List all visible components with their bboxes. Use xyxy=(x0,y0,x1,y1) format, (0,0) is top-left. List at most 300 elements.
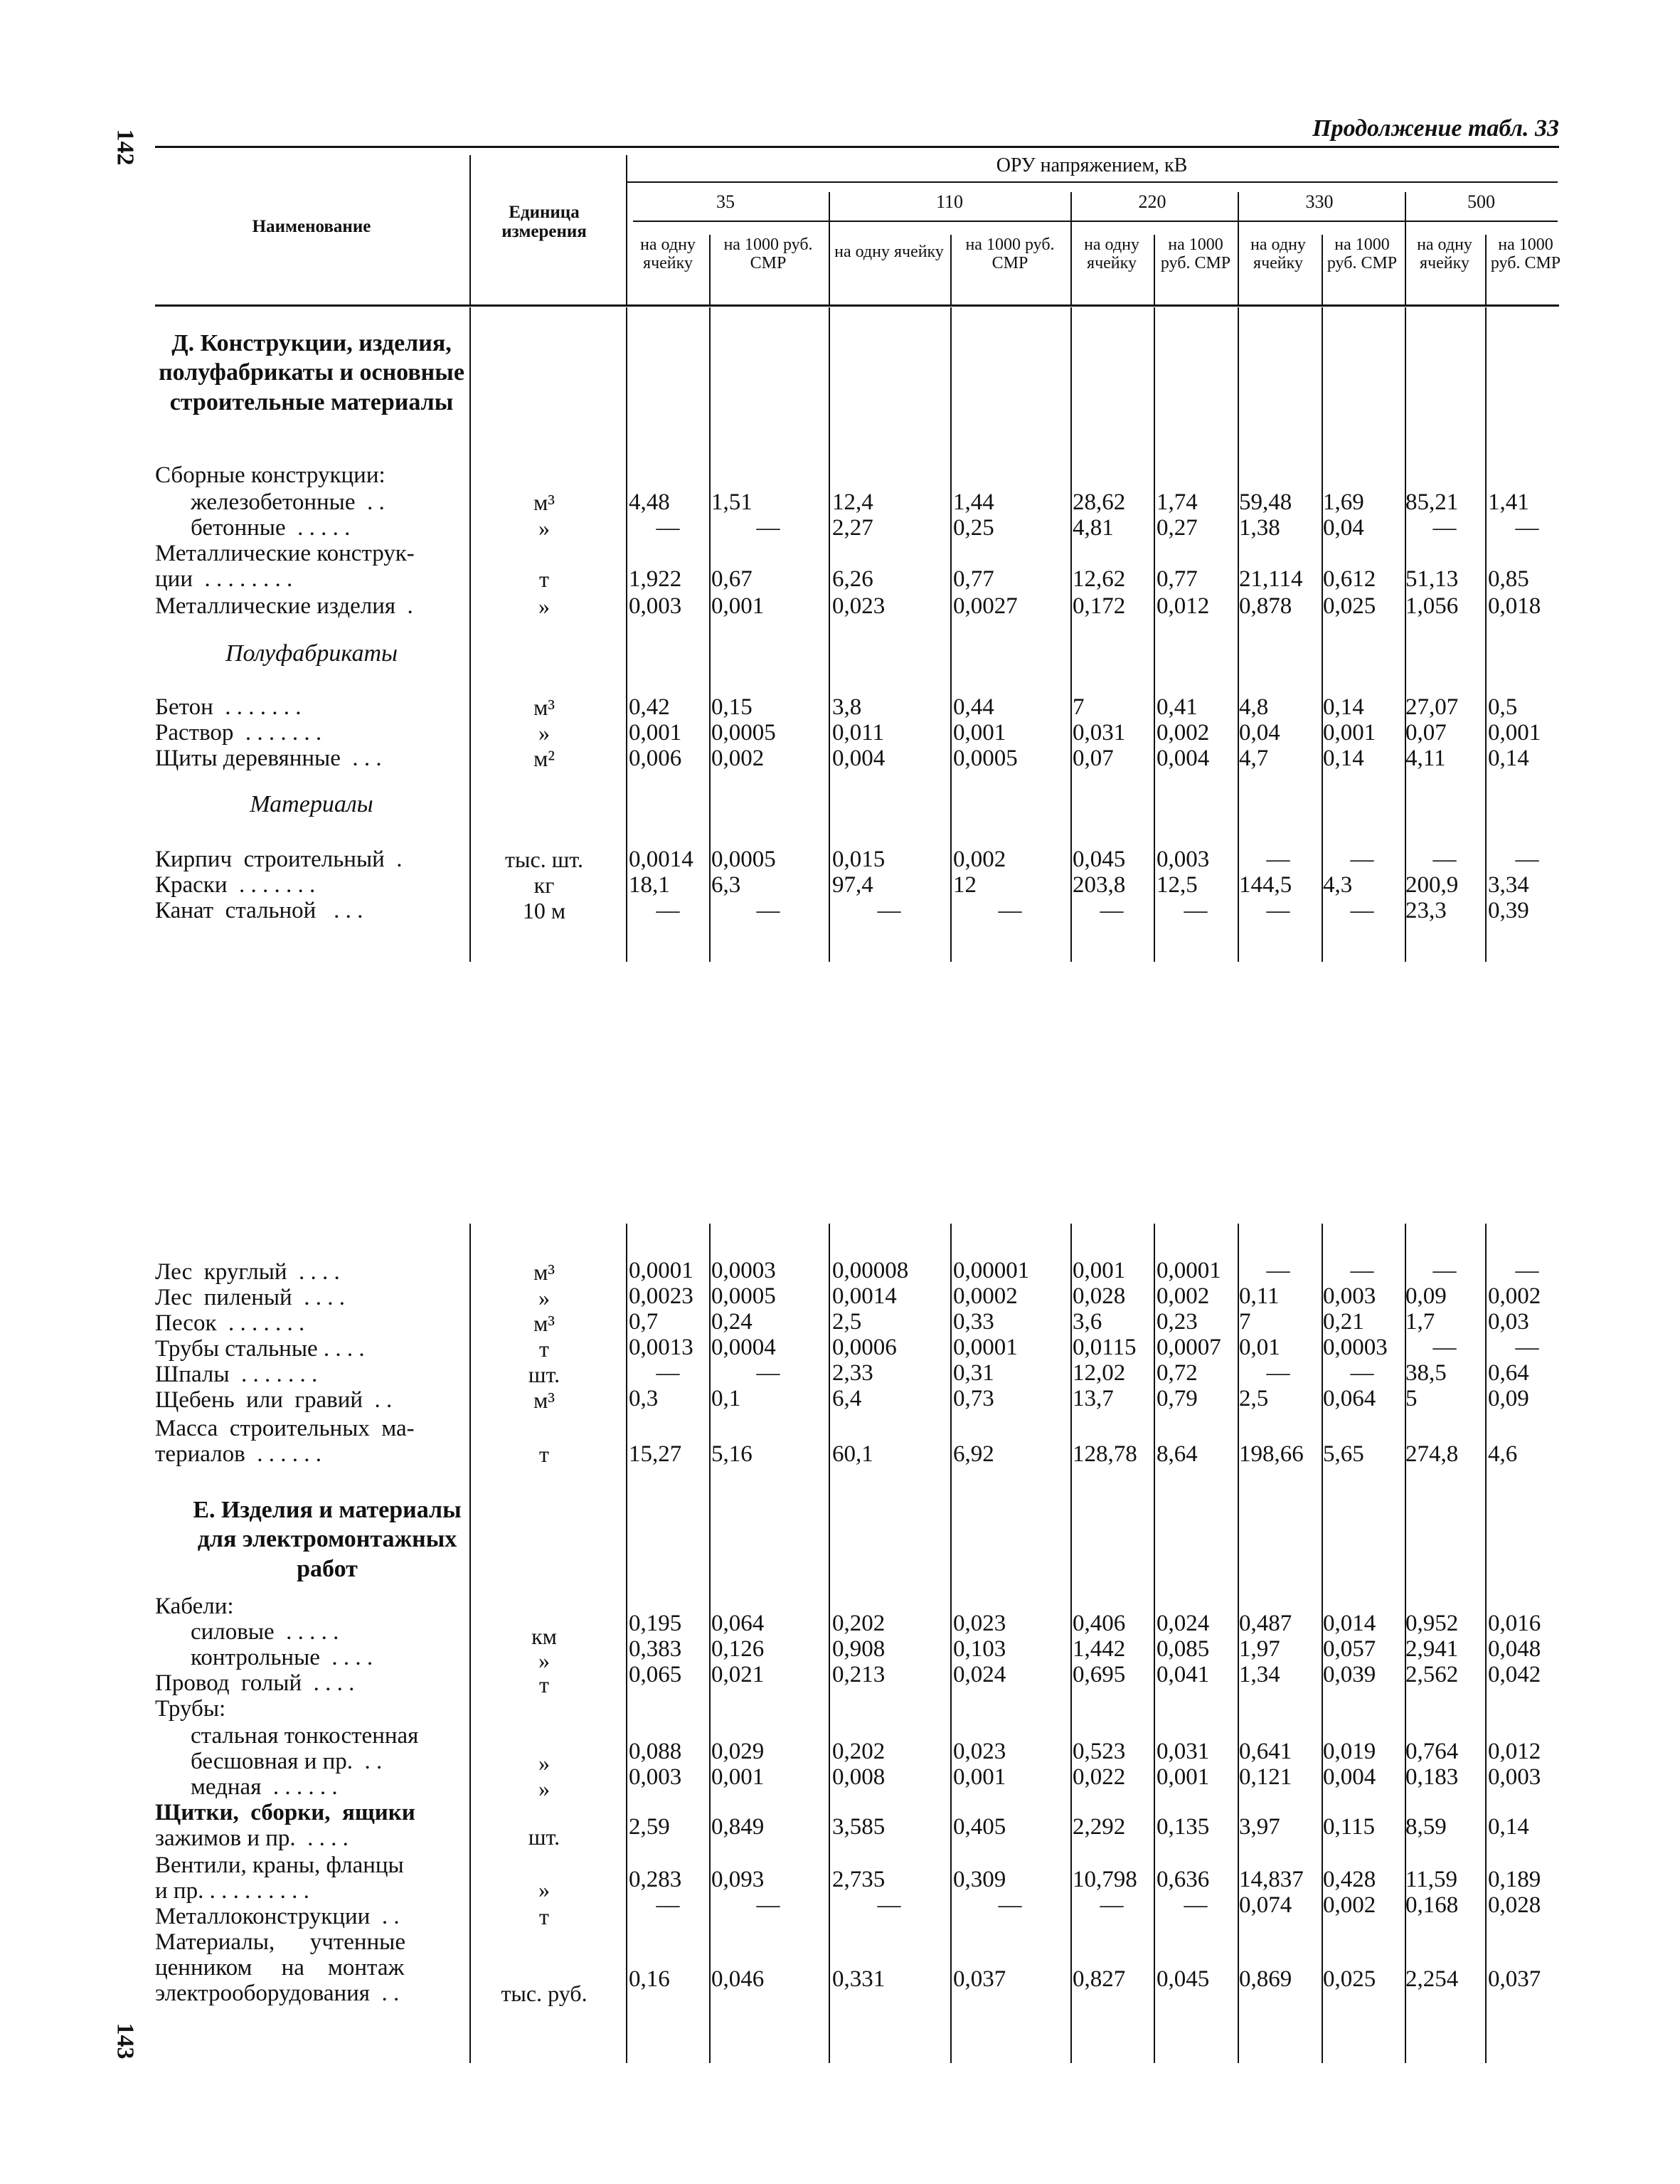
table-cell: 0,0005 xyxy=(711,1283,776,1309)
table-cell: 0,878 xyxy=(1239,593,1292,619)
table-cell: 0,73 xyxy=(953,1386,994,1411)
section-e-title: Е. Изделия и материалы для электромонтажных работ xyxy=(193,1497,462,1582)
row-label: Материалы, учтенные xyxy=(155,1929,405,1955)
table-cell: 0,636 xyxy=(1157,1867,1210,1892)
table-cell: 0,004 xyxy=(1323,1764,1376,1790)
table-cell: — xyxy=(756,515,780,541)
subsection-materialy: Материалы xyxy=(250,791,373,817)
table-cell: 0,041 xyxy=(1157,1662,1210,1687)
table-cell: 7 xyxy=(1239,1309,1251,1335)
table-cell: 1,97 xyxy=(1239,1636,1280,1662)
table-cell: 198,66 xyxy=(1239,1441,1304,1467)
table-cell: — xyxy=(1515,1335,1539,1360)
row-unit: » xyxy=(538,1750,550,1776)
table-cell: — xyxy=(1350,1360,1374,1386)
table-cell: 0,0013 xyxy=(629,1335,693,1360)
col-rule xyxy=(1238,192,1239,306)
table-cell: 2,5 xyxy=(1239,1386,1269,1411)
table-cell: 0,121 xyxy=(1239,1764,1292,1790)
table-cell: 0,04 xyxy=(1323,515,1364,541)
row-unit: шт. xyxy=(528,1362,560,1387)
row-unit: м³ xyxy=(533,489,555,515)
row-label: зажимов и пр. . . . . xyxy=(155,1825,349,1851)
header-bottom-rule xyxy=(155,304,1559,307)
table-cell: 0,15 xyxy=(711,694,753,720)
table-cell: 0,016 xyxy=(1488,1611,1541,1636)
table-cell: — xyxy=(1515,847,1539,872)
table-cell: 0,0006 xyxy=(832,1335,897,1360)
table-cell: 0,612 xyxy=(1323,566,1376,592)
table-cell: 5 xyxy=(1405,1386,1418,1411)
table-cell: 0,045 xyxy=(1073,847,1126,872)
table-cell: 0,827 xyxy=(1073,1966,1126,1992)
table-cell: 0,001 xyxy=(629,720,682,746)
col-rule xyxy=(469,155,471,306)
table-cell: 0,014 xyxy=(1323,1611,1376,1636)
row-label: медная . . . . . . xyxy=(191,1774,338,1800)
table-cell: 0,23 xyxy=(1157,1309,1198,1335)
row-unit: » xyxy=(538,720,550,746)
row-label: Вентили, краны, фланцы xyxy=(155,1852,404,1878)
table-cell: 3,8 xyxy=(832,694,862,720)
table-cell: 38,5 xyxy=(1405,1360,1447,1386)
table-cell: 0,022 xyxy=(1073,1764,1126,1790)
col-rule xyxy=(950,307,952,962)
table-cell: 51,13 xyxy=(1405,566,1459,592)
table-cell: 59,48 xyxy=(1239,489,1292,515)
table-cell: 6,92 xyxy=(953,1441,994,1467)
col-rule xyxy=(829,1224,830,2063)
row-unit: км xyxy=(531,1623,557,1649)
table-cell: 0,952 xyxy=(1405,1611,1459,1636)
table-cell: 4,81 xyxy=(1073,515,1114,541)
row-unit: т xyxy=(539,1904,549,1929)
table-cell: 0,72 xyxy=(1157,1360,1198,1386)
col-rule xyxy=(709,235,711,306)
row-label: Лес пиленый . . . . xyxy=(155,1285,345,1310)
table-cell: 0,057 xyxy=(1323,1636,1376,1662)
table-cell: 0,064 xyxy=(1323,1386,1376,1411)
table-cell: 3,6 xyxy=(1073,1309,1102,1335)
row-unit: шт. xyxy=(528,1824,560,1850)
col-rule xyxy=(950,235,952,306)
table-cell: 0,018 xyxy=(1488,593,1541,619)
table-cell: 0,001 xyxy=(953,720,1006,746)
table-cell: 0,046 xyxy=(711,1966,765,1992)
table-cell: 0,001 xyxy=(711,1764,765,1790)
table-cell: 0,025 xyxy=(1323,1966,1376,1992)
table-cell: 0,00001 xyxy=(953,1258,1030,1283)
table-cell: 0,14 xyxy=(1323,694,1364,720)
table-cell: 21,114 xyxy=(1239,566,1303,592)
table-cell: 5,65 xyxy=(1323,1441,1364,1467)
row-unit: » xyxy=(538,515,550,541)
table-cell: 0,015 xyxy=(832,847,886,872)
header-sub-35-smr: на 1000 руб. СМР xyxy=(723,235,813,272)
table-cell: 0,028 xyxy=(1488,1892,1541,1918)
table-cell: — xyxy=(998,1892,1022,1918)
table-cell: 0,202 xyxy=(832,1611,886,1636)
table-cell: 0,14 xyxy=(1488,746,1529,771)
table-cell: 128,78 xyxy=(1073,1441,1137,1467)
table-cell: 0,09 xyxy=(1488,1386,1529,1411)
col-rule xyxy=(626,307,627,962)
table-cell: 0,85 xyxy=(1488,566,1529,592)
header-unit-col: Единица измерения xyxy=(501,203,587,241)
row-label: бесшовная и пр. . . xyxy=(191,1749,383,1774)
table-cell: 1,41 xyxy=(1488,489,1529,515)
table-cell: 6,4 xyxy=(832,1386,862,1411)
table-cell: 0,03 xyxy=(1488,1309,1529,1335)
table-cell: 12,62 xyxy=(1073,566,1126,592)
row-label: Песок . . . . . . . xyxy=(155,1310,305,1336)
row-label: Краски . . . . . . . xyxy=(155,872,316,898)
table-cell: 0,048 xyxy=(1488,1636,1541,1662)
table-cell: 0,001 xyxy=(953,1764,1006,1790)
table-cell: 0,39 xyxy=(1488,898,1529,923)
row-unit: м³ xyxy=(533,1310,555,1336)
table-cell: 0,42 xyxy=(629,694,670,720)
header-voltage-330: 330 xyxy=(1305,191,1334,212)
row-label: Трубы: xyxy=(155,1696,226,1722)
table-cell: 2,292 xyxy=(1073,1814,1126,1840)
table-cell: 0,023 xyxy=(832,593,886,619)
table-cell: 3,585 xyxy=(832,1814,886,1840)
table-cell: 3,97 xyxy=(1239,1814,1280,1840)
table-cell: 2,254 xyxy=(1405,1966,1459,1992)
table-cell: 0,029 xyxy=(711,1739,765,1764)
table-cell: 0,011 xyxy=(832,720,885,746)
table-cell: 2,5 xyxy=(832,1309,862,1335)
table-cell: 0,002 xyxy=(1488,1283,1541,1309)
col-rule xyxy=(1485,1224,1487,2063)
row-unit: » xyxy=(538,1877,550,1902)
header-group-rule xyxy=(626,181,1558,183)
row-unit: » xyxy=(538,1285,550,1310)
table-cell: 0,0004 xyxy=(711,1335,776,1360)
table-cell: 0,002 xyxy=(1157,720,1210,746)
table-cell: 12,5 xyxy=(1157,872,1198,898)
table-cell: 0,037 xyxy=(953,1966,1006,1992)
table-cell: — xyxy=(1350,898,1374,923)
table-cell: 2,562 xyxy=(1405,1662,1459,1687)
table-cell: — xyxy=(1432,1335,1457,1360)
section-d-title: Д. Конструкции, изделия, полуфабрикаты и основные строительные материалы xyxy=(159,330,464,415)
table-cell: 7 xyxy=(1073,694,1085,720)
table-cell: 13,7 xyxy=(1073,1386,1114,1411)
table-cell: 0,172 xyxy=(1073,593,1126,619)
table-cell: 0,202 xyxy=(832,1739,886,1764)
col-rule xyxy=(626,155,627,306)
table-cell: 0,213 xyxy=(832,1662,886,1687)
table-cell: 0,0003 xyxy=(711,1258,776,1283)
table-cell: 0,0001 xyxy=(1157,1258,1221,1283)
header-sub-330-cell: на одну ячейку xyxy=(1250,235,1306,272)
table-cell: 0,008 xyxy=(832,1764,886,1790)
table-cell: 0,002 xyxy=(711,746,765,771)
table-cell: — xyxy=(656,515,680,541)
table-cell: — xyxy=(1266,1258,1290,1283)
table-cell: 5,16 xyxy=(711,1441,753,1467)
table-cell: 0,085 xyxy=(1157,1636,1210,1662)
row-label: териалов . . . . . . xyxy=(155,1441,321,1467)
table-cell: 0,189 xyxy=(1488,1867,1541,1892)
row-unit: » xyxy=(538,593,550,619)
header-sub-500-smr: на 1000 руб. СМР xyxy=(1490,235,1561,272)
table-cell: 0,1 xyxy=(711,1386,741,1411)
row-label: Щитки, сборки, ящики xyxy=(155,1800,415,1825)
table-cell: 0,11 xyxy=(1239,1283,1280,1309)
table-cell: 11,59 xyxy=(1405,1867,1458,1892)
table-cell: 0,037 xyxy=(1488,1966,1541,1992)
row-label: силовые . . . . . xyxy=(191,1619,339,1645)
table-cell: 0,24 xyxy=(711,1309,753,1335)
table-cell: — xyxy=(1266,898,1290,923)
row-label: Металлические изделия . xyxy=(155,593,413,619)
table-cell: 0,004 xyxy=(1157,746,1210,771)
table-cell: 0,0014 xyxy=(629,847,693,872)
row-label: железобетонные . . xyxy=(191,489,385,515)
table-cell: 0,093 xyxy=(711,1867,765,1892)
table-cell: 0,64 xyxy=(1488,1360,1529,1386)
col-rule xyxy=(1405,192,1406,306)
row-label: Бетон . . . . . . . xyxy=(155,694,302,720)
col-rule xyxy=(829,192,830,306)
header-group-title: ОРУ напряжением, кВ xyxy=(996,154,1188,176)
table-cell: 0,487 xyxy=(1239,1611,1292,1636)
table-cell: 0,31 xyxy=(953,1360,994,1386)
table-cell: — xyxy=(1184,1892,1208,1918)
row-unit: м³ xyxy=(533,694,555,720)
row-label: бетонные . . . . . xyxy=(191,515,351,541)
row-label: Кирпич строительный . xyxy=(155,847,403,872)
table-cell: — xyxy=(877,1892,901,1918)
table-cell: 0,44 xyxy=(953,694,994,720)
table-cell: 0,16 xyxy=(629,1966,670,1992)
table-cell: 0,67 xyxy=(711,566,753,592)
table-cell: 0,042 xyxy=(1488,1662,1541,1687)
table-cell: — xyxy=(877,898,901,923)
table-cell: 0,001 xyxy=(711,593,765,619)
table-cell: 0,126 xyxy=(711,1636,765,1662)
table-cell: 0,00008 xyxy=(832,1258,909,1283)
row-label: Щиты деревянные . . . xyxy=(155,746,382,771)
table-cell: 4,6 xyxy=(1488,1441,1518,1467)
header-voltage-220: 220 xyxy=(1138,191,1166,212)
header-name-col: Наименование xyxy=(252,217,371,236)
table-cell: 0,33 xyxy=(953,1309,994,1335)
table-cell: — xyxy=(1350,1258,1374,1283)
table-cell: 27,07 xyxy=(1405,694,1459,720)
table-cell: 2,59 xyxy=(629,1814,670,1840)
row-label: Кабели: xyxy=(155,1594,234,1619)
table-cell: 0,523 xyxy=(1073,1739,1126,1764)
table-cell: 0,023 xyxy=(953,1739,1006,1764)
row-label: ценником на монтаж xyxy=(155,1955,405,1981)
table-cell: 0,283 xyxy=(629,1867,682,1892)
row-unit: т xyxy=(539,1336,549,1362)
table-cell: 0,028 xyxy=(1073,1283,1126,1309)
row-label: Трубы стальные . . . . xyxy=(155,1336,365,1362)
table-cell: 0,0007 xyxy=(1157,1335,1221,1360)
header-sub-110-smr: на 1000 руб. СМР xyxy=(965,235,1055,272)
table-cell: 0,0001 xyxy=(629,1258,693,1283)
table-cell: 1,442 xyxy=(1073,1636,1126,1662)
table-cell: 144,5 xyxy=(1239,872,1292,898)
header-sub-35-cell: на одну ячейку xyxy=(640,235,696,272)
col-rule xyxy=(1070,192,1072,306)
table-cell: — xyxy=(1432,847,1457,872)
table-cell: — xyxy=(656,1360,680,1386)
table-cell: — xyxy=(756,898,780,923)
table-cell: 8,59 xyxy=(1405,1814,1447,1840)
table-cell: 0,695 xyxy=(1073,1662,1126,1687)
header-sub-330-smr: на 1000 руб. СМР xyxy=(1327,235,1398,272)
col-rule xyxy=(709,307,711,962)
table-cell: 0,0002 xyxy=(953,1283,1018,1309)
table-cell: 0,0005 xyxy=(953,746,1018,771)
header-sub-220-cell: на одну ячейку xyxy=(1084,235,1139,272)
row-unit: т xyxy=(539,1441,549,1467)
col-rule xyxy=(1485,235,1487,306)
table-cell: 2,941 xyxy=(1405,1636,1459,1662)
table-cell: 0,168 xyxy=(1405,1892,1459,1918)
col-rule xyxy=(1154,307,1155,962)
row-unit: тыс. шт. xyxy=(505,847,583,872)
table-cell: 1,51 xyxy=(711,489,753,515)
table-cell: 0,849 xyxy=(711,1814,765,1840)
table-cell: 1,7 xyxy=(1405,1309,1435,1335)
table-cell: 0,004 xyxy=(832,746,886,771)
header-voltage-rule xyxy=(633,221,1558,222)
table-cell: — xyxy=(1100,898,1124,923)
table-cell: — xyxy=(1266,847,1290,872)
row-label: Металлические конструк- xyxy=(155,541,415,566)
table-cell: 2,27 xyxy=(832,515,873,541)
table-cell: 0,77 xyxy=(1157,566,1198,592)
table-cell: 4,8 xyxy=(1239,694,1269,720)
table-cell: 1,056 xyxy=(1405,593,1459,619)
table-cell: 3,34 xyxy=(1488,872,1529,898)
table-cell: 0,031 xyxy=(1073,720,1126,746)
col-rule xyxy=(1070,1224,1072,2063)
row-label: стальная тонкостенная xyxy=(191,1723,419,1749)
table-cell: 0,024 xyxy=(953,1662,1006,1687)
table-cell: 0,001 xyxy=(1323,720,1376,746)
table-cell: 0,27 xyxy=(1157,515,1198,541)
table-cell: 6,3 xyxy=(711,872,741,898)
table-cell: — xyxy=(756,1360,780,1386)
row-unit: м² xyxy=(533,746,555,771)
table-cell: — xyxy=(1432,515,1457,541)
col-rule xyxy=(950,1224,952,2063)
table-cell: 0,3 xyxy=(629,1386,659,1411)
table-cell: 28,62 xyxy=(1073,489,1126,515)
table-cell: — xyxy=(756,1892,780,1918)
table-cell: — xyxy=(1515,515,1539,541)
table-cell: 85,21 xyxy=(1405,489,1459,515)
table-cell: 0,031 xyxy=(1157,1739,1210,1764)
table-cell: 0,0001 xyxy=(953,1335,1018,1360)
page-number-bottom: 143 xyxy=(112,2023,139,2060)
table-cell: 0,012 xyxy=(1157,593,1210,619)
table-cell: 0,21 xyxy=(1323,1309,1364,1335)
table-cell: 0,5 xyxy=(1488,694,1518,720)
table-cell: 1,38 xyxy=(1239,515,1280,541)
table-cell: 0,641 xyxy=(1239,1739,1292,1764)
table-cell: 0,0005 xyxy=(711,847,776,872)
col-rule xyxy=(829,307,830,962)
table-top-rule xyxy=(155,146,1559,148)
row-label: Шпалы . . . . . . . xyxy=(155,1362,318,1387)
table-cell: 12 xyxy=(953,872,977,898)
table-cell: 4,7 xyxy=(1239,746,1269,771)
table-cell: 0,012 xyxy=(1488,1739,1541,1764)
table-cell: 0,039 xyxy=(1323,1662,1376,1687)
table-cell: 0,006 xyxy=(629,746,682,771)
col-rule xyxy=(469,1224,471,2063)
table-cell: 0,115 xyxy=(1323,1814,1376,1840)
row-unit: м³ xyxy=(533,1259,555,1285)
row-label: и пр. . . . . . . . . . xyxy=(155,1878,309,1904)
table-cell: 10,798 xyxy=(1073,1867,1137,1892)
table-cell: 12,4 xyxy=(832,489,873,515)
table-cell: — xyxy=(656,898,680,923)
table-cell: 0,41 xyxy=(1157,694,1198,720)
table-cell: 0,405 xyxy=(953,1814,1006,1840)
table-cell: 0,003 xyxy=(629,1764,682,1790)
table-cell: 0,383 xyxy=(629,1636,682,1662)
table-cell: 0,14 xyxy=(1323,746,1364,771)
table-cell: 0,023 xyxy=(953,1611,1006,1636)
table-cell: — xyxy=(1515,1258,1539,1283)
table-cell: 0,065 xyxy=(629,1662,682,1687)
row-unit: кг xyxy=(533,872,555,898)
table-cell: 0,001 xyxy=(1157,1764,1210,1790)
table-cell: 0,0014 xyxy=(832,1283,897,1309)
row-label: Лес круглый . . . . xyxy=(155,1259,340,1285)
table-cell: 0,01 xyxy=(1239,1335,1280,1360)
row-label: Раствор . . . . . . . xyxy=(155,720,322,746)
row-label: ции . . . . . . . . xyxy=(155,566,293,592)
table-continuation-caption: Продолжение табл. 33 xyxy=(1312,115,1559,142)
table-cell: — xyxy=(1350,847,1374,872)
table-cell: 1,69 xyxy=(1323,489,1364,515)
table-cell: — xyxy=(1266,1360,1290,1386)
table-cell: 12,02 xyxy=(1073,1360,1126,1386)
table-cell: 0,14 xyxy=(1488,1814,1529,1840)
header-sub-500-cell: на одну ячейку xyxy=(1417,235,1472,272)
table-cell: 0,309 xyxy=(953,1867,1006,1892)
table-cell: 60,1 xyxy=(832,1441,873,1467)
table-cell: 4,48 xyxy=(629,489,670,515)
table-cell: 0,195 xyxy=(629,1611,682,1636)
table-cell: 0,0115 xyxy=(1073,1335,1137,1360)
table-cell: 4,11 xyxy=(1405,746,1446,771)
row-label: Металлоконструкции . . xyxy=(155,1904,400,1929)
table-cell: 0,003 xyxy=(1323,1283,1376,1309)
table-cell: 15,27 xyxy=(629,1441,682,1467)
col-rule xyxy=(1322,235,1323,306)
col-rule xyxy=(469,307,471,962)
table-cell: 0,103 xyxy=(953,1636,1006,1662)
table-cell: 0,0005 xyxy=(711,720,776,746)
row-unit: т xyxy=(539,1672,549,1697)
row-unit: тыс. руб. xyxy=(501,1981,588,2006)
table-cell: 0,0003 xyxy=(1323,1335,1388,1360)
table-cell: 0,045 xyxy=(1157,1966,1210,1992)
table-cell: 0,088 xyxy=(629,1739,682,1764)
